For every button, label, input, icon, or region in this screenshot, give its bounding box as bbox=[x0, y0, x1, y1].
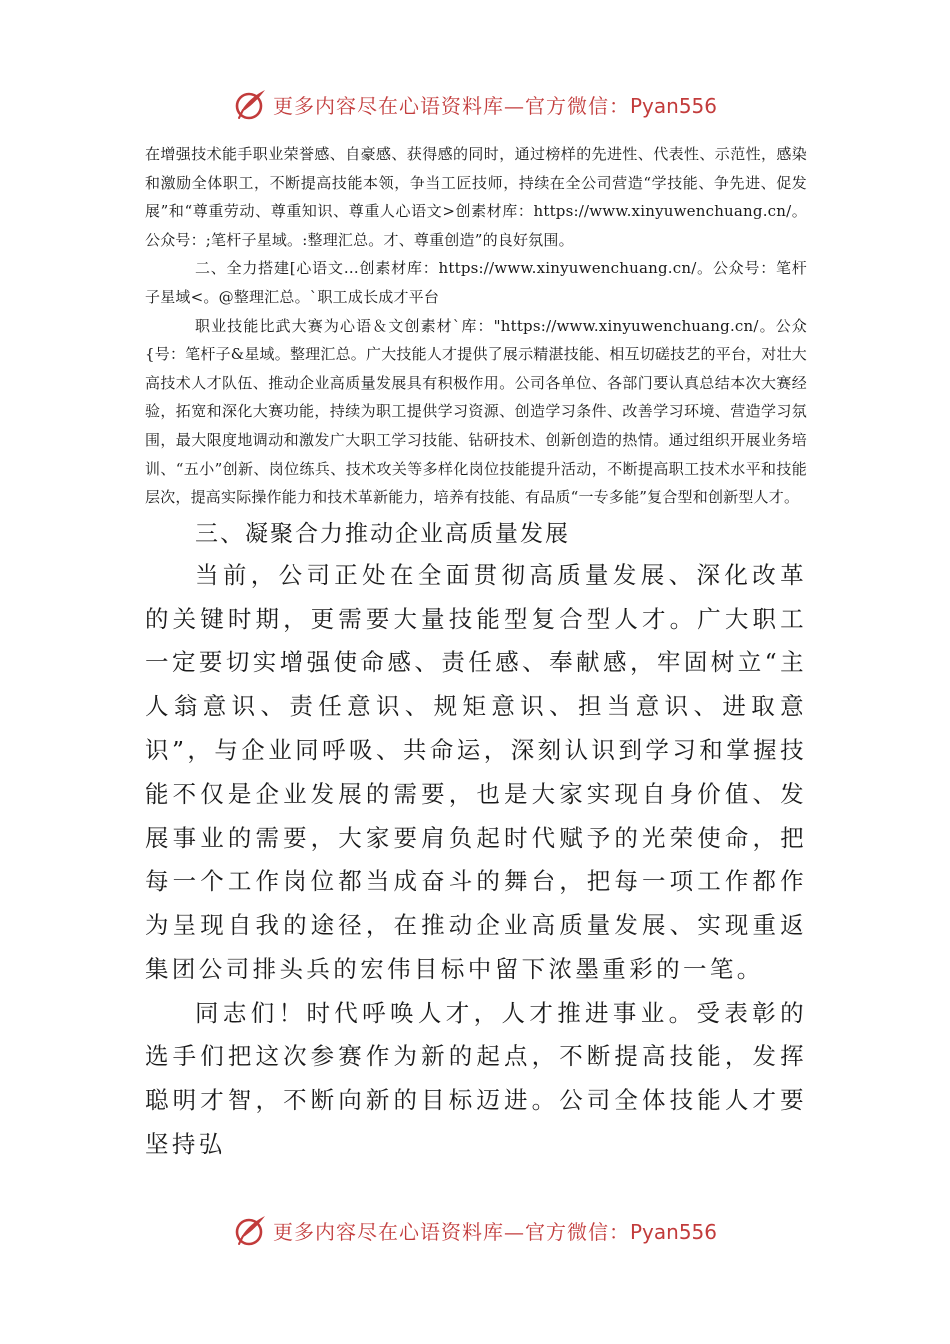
quill-logo-icon bbox=[233, 86, 269, 122]
banner-text bbox=[273, 1216, 717, 1245]
paragraph-4: 当前，公司正处在全面贯彻高质量发展、深化改革的关键时期，更需要大量技能型复合型人才。广大职工一定要切实增强使命感、责任感、奉献感，牢固树立“主人翁意识、责任意识、规矩意识、担当意识、进取意识”，与企业同呼吸、共命运，深刻认识到学习和掌握技能不仅是企业发展的需要，也是大家实现自身价值、发展事业的需要，大家要肩负起时代赋予的光荣使命，把每一个工作岗位都当成奋斗的舞台，把每一项工作都作为呈现自我的途径，在推动企业高质量发展、实现重返集团公司排头兵的宏伟目标中留下浓墨重彩的一笔。 bbox=[145, 560, 807, 983]
header-banner bbox=[0, 82, 950, 126]
paragraph-3: 职业技能比武大赛为心语＆文创素材`库："https://www.xinyuwenchuang.cn/。公众{号：笔杆子&星域。整理汇总。广大技能人才提供了展示精湛技能、相互切磋技艺的平台，对壮大高技术人才队伍、推动企业高质量发展具有积极作用。公司各单位、各部门要认真总结本次大赛经验，拓宽和深化大赛功能，持续为职工提供学习资源、创造学习条件、改善学习环境、营造学习氛围，最大限度地调动和激发广大职工学习技能、钻研技术、创新创造的热情。通过组织开展业务培训、“五小”创新、岗位练兵、技术攻关等多样化岗位技能提升活动，不断提高职工技术水平和技能层次，提高实际操作能力和技术革新能力，培养有技能、有品质“一专多能”复合型和创新型人才。 bbox=[145, 316, 807, 507]
document-body bbox=[145, 140, 807, 1167]
paragraph-2: 二、全力搭建[心语文…创素材库：https://www.xinyuwenchuang.cn/。公众号：笔杆子星域<。@整理汇总。`职工成长成才平台 bbox=[145, 259, 807, 306]
banner-slogan: 更多内容尽在心语资料库—官方微信： bbox=[272, 1219, 630, 1244]
section-heading-3: 三、凝聚合力推动企业高质量发展 bbox=[195, 520, 570, 547]
wechat-id: Pyan556 bbox=[629, 1219, 717, 1244]
quill-logo-icon bbox=[233, 1212, 269, 1248]
banner-text bbox=[273, 90, 717, 119]
banner-slogan: 更多内容尽在心语资料库—官方微信： bbox=[272, 93, 630, 118]
paragraph-1: 在增强技术能手职业荣誉感、自豪感、获得感的同时，通过榜样的先进性、代表性、示范性，感染和激励全体职工，不断提高技能本领，争当工匠技师，持续在全公司营造“学技能、争先进、促发展”和“尊重劳动、尊重知识、尊重人心语文>创素材库：https://www.xinyuwenchuang.cn/。公众号：;笔杆子星域。:整理汇总。才、尊重创造”的良好氛围。 bbox=[145, 145, 807, 249]
paragraph-5: 同志们！时代呼唤人才，人才推进事业。受表彰的选手们把这次参赛作为新的起点，不断提高技能，发挥聪明才智，不断向新的目标迈进。公司全体技能人才要坚持弘 bbox=[145, 998, 807, 1159]
footer-banner bbox=[0, 1208, 950, 1252]
wechat-id: Pyan556 bbox=[629, 93, 717, 118]
